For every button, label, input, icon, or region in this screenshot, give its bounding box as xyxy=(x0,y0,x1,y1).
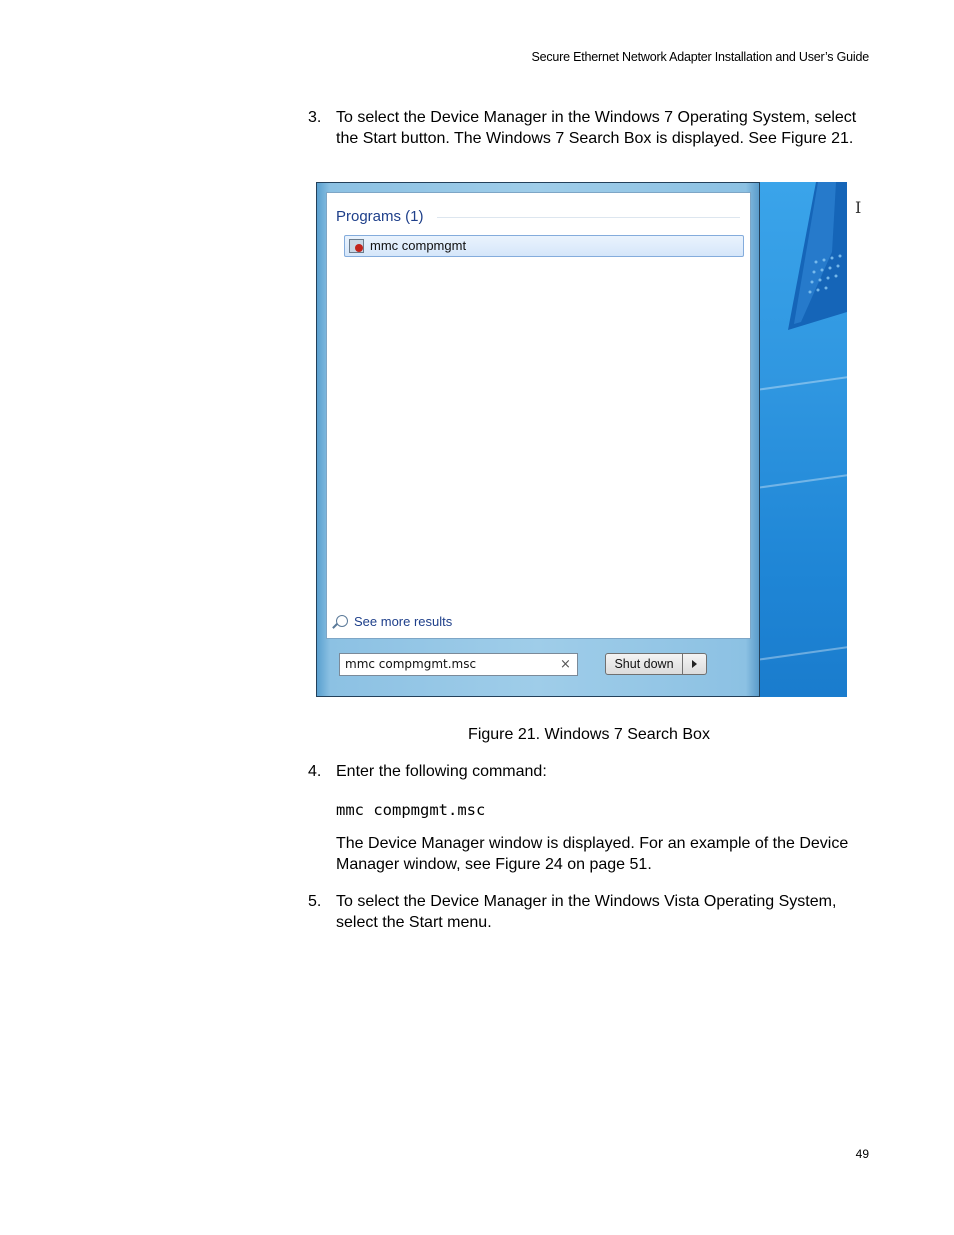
desktop-background xyxy=(756,182,847,697)
windows7-search-screenshot xyxy=(316,182,847,697)
figure-caption: Figure 21. Windows 7 Search Box xyxy=(468,726,710,743)
step-5-text: To select the Device Manager in the Windows Vista Operating System, select the Start menu. xyxy=(336,893,837,931)
step-5 xyxy=(308,892,878,933)
see-more-results-label: See more results xyxy=(354,614,453,629)
start-menu-bottom-bar xyxy=(326,639,751,687)
step-3 xyxy=(308,108,878,149)
step-4-text: Enter the following command: xyxy=(336,763,547,780)
page-number: 49 xyxy=(855,1147,869,1161)
text-cursor-icon: I xyxy=(855,198,862,217)
result-item-label: mmc compmgmt xyxy=(370,238,467,253)
step-3-number: 3. xyxy=(308,109,322,126)
shut-down-options-arrow-icon[interactable] xyxy=(683,653,707,675)
step-4-note: The Device Manager window is displayed. For an example of the Device Manager window, see Figure 24 on page 51. xyxy=(336,835,849,873)
command-text: mmc compmgmt.msc xyxy=(336,801,486,819)
step-4-number: 4. xyxy=(308,763,322,780)
step-4 xyxy=(308,762,878,783)
running-header: Secure Ethernet Network Adapter Installation and User’s Guide xyxy=(531,50,869,64)
magnifier-icon xyxy=(336,615,348,627)
start-menu-window xyxy=(316,182,760,697)
search-results-panel xyxy=(326,192,751,639)
result-item-mmc-compmgmt[interactable] xyxy=(344,235,744,257)
clear-search-icon[interactable]: × xyxy=(560,657,571,672)
step-3-text: To select the Device Manager in the Windows 7 Operating System, select the Start button. The Windows 7 Search Box is displayed. See Figure 21. xyxy=(336,109,857,147)
shut-down-button[interactable]: Shut down xyxy=(605,653,683,675)
windows-logo-shape xyxy=(756,182,847,332)
search-input[interactable]: mmc compmgmt.msc xyxy=(339,653,578,676)
see-more-results-link[interactable] xyxy=(336,614,452,629)
step-5-number: 5. xyxy=(308,893,322,910)
programs-heading: Programs (1) xyxy=(336,208,424,225)
computer-management-icon xyxy=(349,239,364,253)
heading-divider xyxy=(437,217,740,218)
